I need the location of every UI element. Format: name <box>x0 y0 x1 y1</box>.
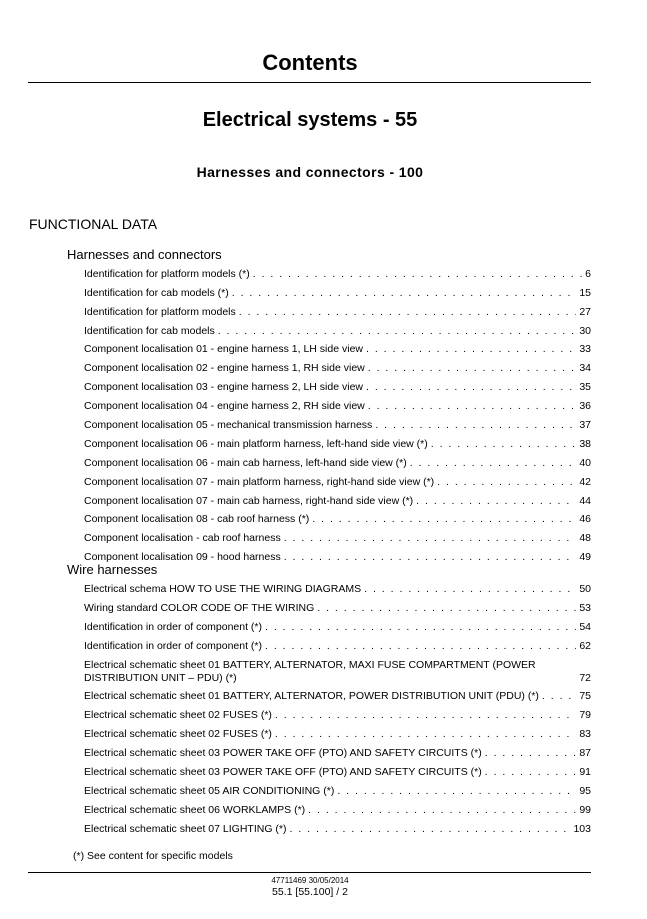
dot-leader <box>284 532 577 545</box>
dot-leader <box>312 513 576 526</box>
dot-leader <box>410 457 577 470</box>
toc-entry[interactable] <box>84 526 591 545</box>
dot-leader <box>265 640 576 653</box>
toc-entry-page: 91 <box>579 766 591 779</box>
dot-leader <box>317 602 576 615</box>
toc-entry-label: Electrical schema HOW TO USE THE WIRING DIAGRAMS <box>84 582 362 595</box>
dot-leader <box>289 823 570 836</box>
toc-entry-label: Component localisation 07 - main platform harness, right-hand side view (*) <box>84 475 435 488</box>
toc-entry-page: 36 <box>579 400 591 413</box>
toc-entry-label: Component localisation 06 - main platform harness, left-hand side view (*) <box>84 437 428 450</box>
subgroup-harnesses-and-connectors <box>67 247 591 564</box>
bottom-divider <box>28 872 591 873</box>
toc-entry-label: Electrical schematic sheet 01 BATTERY, ALTERNATOR, MAXI FUSE COMPARTMENT (POWER DISTRIBUTION UNIT – PDU) (*) <box>84 658 536 684</box>
toc-entry-page: 37 <box>579 419 591 432</box>
toc-entry[interactable] <box>84 653 591 685</box>
dot-leader <box>542 690 576 703</box>
toc-entry-page: 83 <box>579 728 591 741</box>
toc-entry-page: 75 <box>579 690 591 703</box>
toc-entry-label: Component localisation 03 - engine harness 2, LH side view <box>84 381 363 394</box>
toc-entry-page: 79 <box>579 709 591 722</box>
toc-entry[interactable] <box>84 489 591 508</box>
toc-entry-page: 15 <box>579 286 591 299</box>
toc-entry[interactable] <box>84 798 591 817</box>
toc-entry-page: 53 <box>579 601 591 614</box>
toc-entry-page: 42 <box>579 475 591 488</box>
toc-entry-label: Electrical schematic sheet 06 WORKLAMPS (*) <box>84 803 306 816</box>
toc-entry[interactable] <box>84 508 591 527</box>
section-title: Electrical systems - 55 <box>202 109 418 131</box>
toc-entry[interactable] <box>84 615 591 634</box>
toc-entry[interactable] <box>84 722 591 741</box>
page-reference: 55.1 [55.100] / 2 <box>272 886 348 898</box>
toc-entry[interactable] <box>84 375 591 394</box>
toc-entry[interactable] <box>84 741 591 760</box>
toc-entry-page: 62 <box>579 639 591 652</box>
toc-entry[interactable] <box>84 470 591 489</box>
toc-entry-page: 48 <box>579 532 591 545</box>
toc-entry[interactable] <box>84 596 591 615</box>
toc-entry[interactable] <box>84 413 591 432</box>
toc-entry-label: Component localisation 02 - engine harness 1, RH side view <box>84 362 365 375</box>
toc-entry-page: 44 <box>579 494 591 507</box>
toc-entry[interactable] <box>84 432 591 451</box>
toc-entry-page: 49 <box>579 551 591 564</box>
subgroup-title: Wire harnesses <box>67 562 158 577</box>
toc-entry-page: 46 <box>579 513 591 526</box>
dot-leader <box>368 400 577 413</box>
toc-entry-label: Wiring standard COLOR CODE OF THE WIRING <box>84 601 315 614</box>
toc-entry-page: 27 <box>579 305 591 318</box>
toc-entry-label: Component localisation 07 - main cab harness, right-hand side view (*) <box>84 494 414 507</box>
toc-entry-page: 99 <box>579 803 591 816</box>
toc-entry[interactable] <box>84 779 591 798</box>
toc-entry[interactable] <box>84 281 591 300</box>
toc-entry-page: 34 <box>579 362 591 375</box>
toc-entry-page: 33 <box>579 343 591 356</box>
toc-entry[interactable] <box>84 577 591 596</box>
toc-entry-label: Electrical schematic sheet 07 LIGHTING (*) <box>84 822 287 835</box>
toc-entry[interactable] <box>84 634 591 653</box>
toc-entry-page: 35 <box>579 381 591 394</box>
toc-entry[interactable] <box>84 338 591 357</box>
dot-leader <box>366 343 576 356</box>
dot-leader <box>239 306 577 319</box>
toc-entry-page: 87 <box>579 747 591 760</box>
toc-entry[interactable] <box>84 319 591 338</box>
toc-entry-list <box>84 262 591 564</box>
dot-leader <box>364 583 576 596</box>
toc-entry[interactable] <box>84 451 591 470</box>
group-heading: FUNCTIONAL DATA <box>29 216 158 232</box>
dot-leader <box>275 728 576 741</box>
toc-entry[interactable] <box>84 356 591 375</box>
toc-entry-page: 103 <box>573 822 591 835</box>
toc-entry-label: Component localisation 01 - engine harness 1, LH side view <box>84 343 363 356</box>
toc-entry[interactable] <box>84 685 591 704</box>
toc-entry[interactable] <box>84 300 591 319</box>
toc-entry-page: 54 <box>579 620 591 633</box>
toc-entry-label: Electrical schematic sheet 02 FUSES (*) <box>84 709 272 722</box>
dot-leader <box>275 709 576 722</box>
dot-leader <box>232 287 577 300</box>
chapter-title: Harnesses and connectors - 100 <box>196 164 424 180</box>
toc-entry-label: Identification for cab models (*) <box>84 286 229 299</box>
dot-leader <box>366 381 576 394</box>
dot-leader <box>218 325 577 338</box>
toc-entry-page: 38 <box>579 437 591 450</box>
toc-entry-page: 30 <box>579 324 591 337</box>
toc-entry-page: 6 <box>585 267 591 280</box>
toc-entry-label: Electrical schematic sheet 01 BATTERY, ALTERNATOR, POWER DISTRIBUTION UNIT (PDU) (*) <box>84 690 539 703</box>
dot-leader <box>253 268 582 281</box>
toc-entry[interactable] <box>84 817 591 836</box>
dot-leader <box>485 747 577 760</box>
dot-leader <box>308 804 576 817</box>
toc-entry-label: Electrical schematic sheet 03 POWER TAKE OFF (PTO) AND SAFETY CIRCUITS (*) <box>84 747 482 760</box>
toc-entry-label: Identification for platform models <box>84 305 236 318</box>
toc-entry-label: Electrical schematic sheet 03 POWER TAKE OFF (PTO) AND SAFETY CIRCUITS (*) <box>84 766 482 779</box>
document-id: 47711469 30/05/2014 <box>271 876 349 885</box>
toc-entry-page: 40 <box>579 456 591 469</box>
toc-entry-page: 95 <box>579 784 591 797</box>
toc-entry-label: Component localisation - cab roof harness <box>84 532 281 545</box>
dot-leader <box>368 362 577 375</box>
dot-leader <box>337 785 576 798</box>
dot-leader <box>375 419 576 432</box>
page-title: Contents <box>262 50 358 75</box>
toc-entry-label: Identification in order of component (*) <box>84 639 263 652</box>
footnote: (*) See content for specific models <box>73 850 233 862</box>
subgroup-wire-harnesses <box>67 562 591 836</box>
toc-entry[interactable] <box>84 760 591 779</box>
toc-entry-label: Identification in order of component (*) <box>84 620 263 633</box>
toc-entry[interactable] <box>84 394 591 413</box>
toc-entry-label: Component localisation 06 - main cab harness, left-hand side view (*) <box>84 456 407 469</box>
dot-leader <box>431 438 577 451</box>
subgroup-title: Harnesses and connectors <box>67 247 222 262</box>
toc-entry-page: 72 <box>579 671 591 684</box>
toc-entry[interactable] <box>84 703 591 722</box>
top-divider <box>28 82 591 83</box>
toc-entry-list <box>84 577 591 836</box>
dot-leader <box>437 476 576 489</box>
toc-entry-label: Component localisation 04 - engine harness 2, RH side view <box>84 400 365 413</box>
toc-entry-label: Component localisation 05 - mechanical transmission harness <box>84 419 373 432</box>
toc-entry-page: 50 <box>579 582 591 595</box>
toc-entry-label: Component localisation 09 - hood harness <box>84 551 281 564</box>
dot-leader <box>416 495 576 508</box>
dot-leader <box>485 766 577 779</box>
toc-entry-label: Component localisation 08 - cab roof harness (*) <box>84 513 310 526</box>
toc-entry-label: Electrical schematic sheet 05 AIR CONDITIONING (*) <box>84 784 335 797</box>
toc-entry-label: Identification for cab models <box>84 324 215 337</box>
toc-entry-label: Electrical schematic sheet 02 FUSES (*) <box>84 728 272 741</box>
toc-entry-label: Identification for platform models (*) <box>84 267 250 280</box>
dot-leader <box>265 621 576 634</box>
toc-entry[interactable] <box>84 262 591 281</box>
